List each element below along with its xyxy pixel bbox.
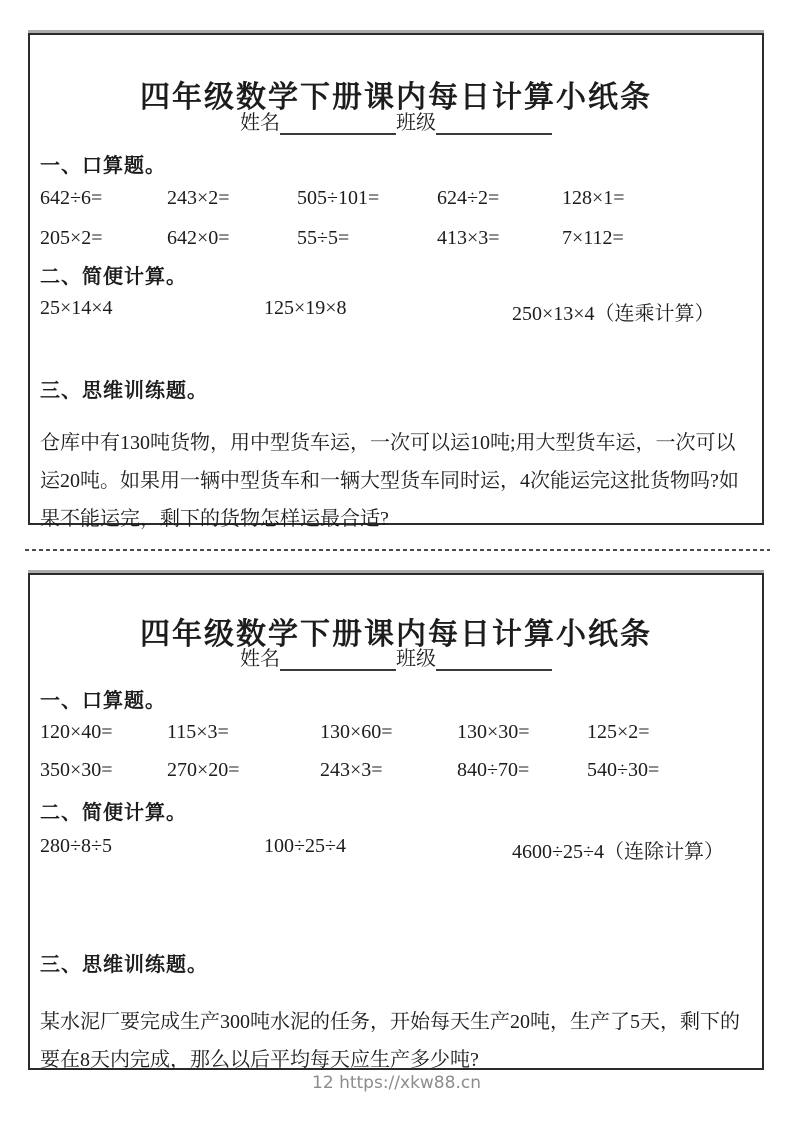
simplify-problem: 4600÷25÷4（连除计算） <box>512 841 724 863</box>
oral-problems-row <box>40 227 756 250</box>
section-heading-oral: 一、口算题。 <box>40 690 166 712</box>
oral-problem: 115×3= <box>167 721 229 743</box>
oral-problem: 350×30= <box>40 759 113 781</box>
simplify-problem: 25×14×4 <box>40 297 113 319</box>
simplify-problem: 125×19×8 <box>264 297 347 319</box>
oral-problem: 128×1= <box>562 187 625 209</box>
simplify-problems-row <box>40 835 756 864</box>
name-label: 姓名 <box>240 648 280 670</box>
section-heading-thinking: 三、思维训练题。 <box>40 954 208 976</box>
worksheet-title: 四年级数学下册课内每日计算小纸条 <box>140 618 652 652</box>
simplify-problem: 100÷25÷4 <box>264 835 346 857</box>
name-blank-line <box>280 647 396 671</box>
oral-problem: 130×60= <box>320 721 393 743</box>
section-heading-oral: 一、口算题。 <box>40 155 166 177</box>
thinking-problem-text: 仓库中有130吨货物，用中型货车运，一次可以运10吨;用大型货车运，一次可以运20吨。如果用一辆中型货车和一辆大型货车同时运，4次能运完这批货物吗?如果不能运完，剩下的货物怎样运最合适? <box>40 432 739 530</box>
dashed-cut-divider <box>25 549 770 551</box>
class-blank-line <box>436 111 552 135</box>
name-class-line <box>30 642 762 671</box>
name-label: 姓名 <box>240 112 280 134</box>
oral-problem: 540÷30= <box>587 759 660 781</box>
page-footer-url: 12 https://xkw88.cn <box>312 1073 481 1093</box>
simplify-problems-row <box>40 297 756 326</box>
oral-problem: 642÷6= <box>40 187 103 209</box>
oral-problem: 130×30= <box>457 721 530 743</box>
class-blank-line <box>436 647 552 671</box>
worksheet-title: 四年级数学下册课内每日计算小纸条 <box>140 81 652 115</box>
oral-problems-row <box>40 759 756 782</box>
oral-problem: 120×40= <box>40 721 113 743</box>
section-heading-simplify: 二、简便计算。 <box>40 266 187 288</box>
simplify-problem: 250×13×4（连乘计算） <box>512 303 715 325</box>
oral-problem: 642×0= <box>167 227 230 249</box>
oral-problem: 55÷5= <box>297 227 350 249</box>
oral-problem: 243×3= <box>320 759 383 781</box>
oral-problem: 205×2= <box>40 227 103 249</box>
name-blank-line <box>280 111 396 135</box>
worksheet-strip-1 <box>28 33 764 530</box>
simplify-problem: 280÷8÷5 <box>40 835 112 857</box>
oral-problem: 125×2= <box>587 721 650 743</box>
oral-problem: 7×112= <box>562 227 624 249</box>
section-heading-simplify: 二、简便计算。 <box>40 802 187 824</box>
worksheet-strip-2 <box>28 573 764 1070</box>
thinking-problem-text: 某水泥厂要完成生产300吨水泥的任务，开始每天生产20吨，生产了5天，剩下的要在8天内完成，那么以后平均每天应生产多少吨? <box>40 1011 740 1071</box>
class-label: 班级 <box>396 112 436 134</box>
oral-problems-row <box>40 721 756 744</box>
oral-problem: 243×2= <box>167 187 230 209</box>
oral-problem: 270×20= <box>167 759 240 781</box>
oral-problems-row <box>40 187 756 210</box>
section-heading-thinking: 三、思维训练题。 <box>40 380 208 402</box>
name-class-line <box>30 106 762 135</box>
class-label: 班级 <box>396 648 436 670</box>
oral-problem: 624÷2= <box>437 187 500 209</box>
oral-problem: 413×3= <box>437 227 500 249</box>
oral-problem: 840÷70= <box>457 759 530 781</box>
oral-problem: 505÷101= <box>297 187 380 209</box>
